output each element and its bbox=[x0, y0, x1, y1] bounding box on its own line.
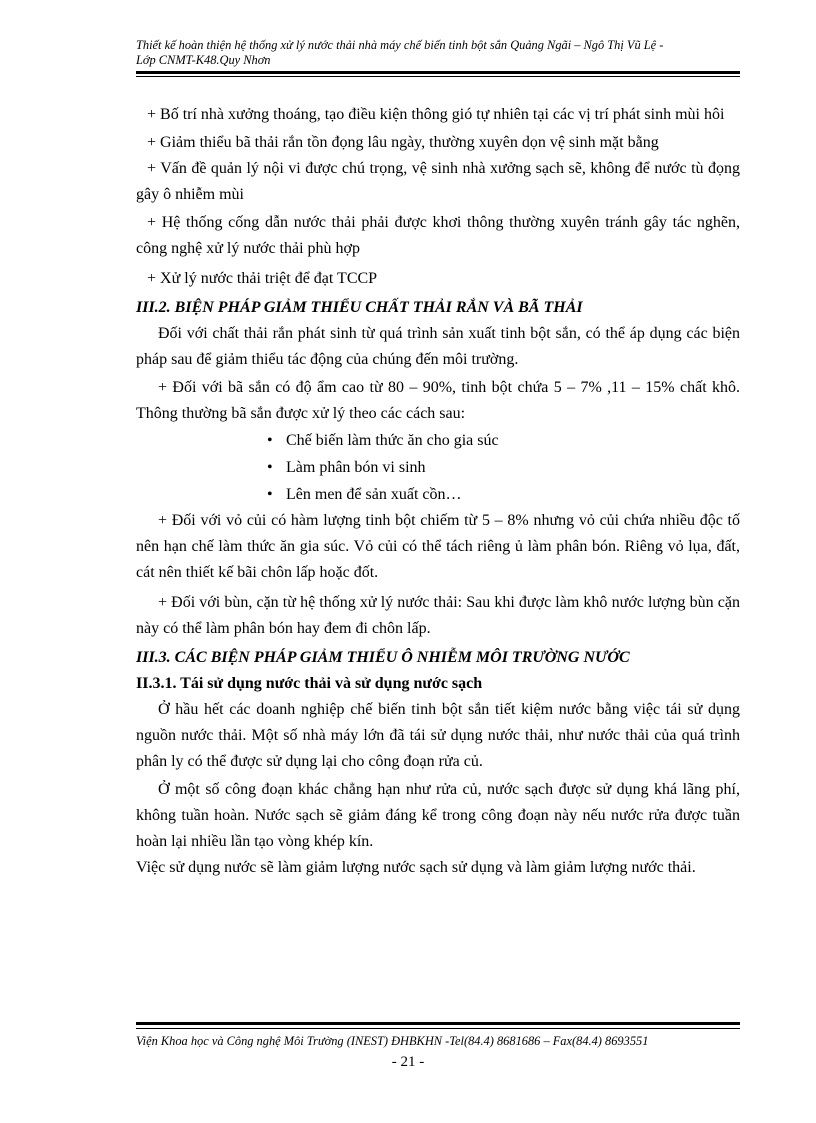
list-item bbox=[136, 481, 740, 508]
page-footer: Viện Khoa học và Công nghệ Môi Trường (INEST) ĐHBKHN -Tel(84.4) 8681686 – Fax(84.4) 8693551 bbox=[136, 1034, 649, 1048]
paragraph: Ở hầu hết các doanh nghiệp chế biến tinh bột sắn tiết kiệm nước bằng việc tái sử dụng nguồn nước thải. Một số nhà máy lớn đã tái sử dụng nước thải, như nước thải của quá trình phân ly có thể được sử dụng lại cho công đoạn rửa củ. bbox=[136, 701, 740, 770]
page-number: - 21 - bbox=[391, 1054, 425, 1070]
document-body bbox=[136, 102, 740, 881]
header-line-2: Lớp CNMT-K48.Quy Nhơn bbox=[136, 53, 271, 67]
section-heading-iii-2: III.2. BIỆN PHÁP GIẢM THIỂU CHẤT THẢI RẮN VÀ BÃ THẢI bbox=[136, 299, 583, 316]
paragraph: + Đối với vỏ củi có hàm lượng tinh bột chiếm từ 5 – 8% nhưng vỏ củi chứa nhiều độc tố nên hạn chế làm thức ăn gia súc. Vỏ củi có thể tách riêng ủ làm phân bón. Riêng vỏ lụa, đất, cát nên thiết kế bãi chôn lấp hoặc đốt. bbox=[136, 512, 740, 581]
bullet-list bbox=[136, 427, 740, 508]
footer-rule-thick bbox=[136, 1022, 740, 1025]
paragraph: Việc sử dụng nước sẽ làm giảm lượng nước sạch sử dụng và làm giảm lượng nước thải. bbox=[136, 859, 696, 876]
paragraph: Ở một số công đoạn khác chẳng hạn như rửa củ, nước sạch được sử dụng khá lãng phí, không tuần hoàn. Nước sạch sẽ giảm đáng kể trong công đoạn này nếu nước rửa được tuần hoàn lại nhiều lần tạo vòng khép kín. bbox=[136, 781, 740, 850]
page-header bbox=[136, 38, 746, 68]
paragraph: + Vấn đề quản lý nội vi được chú trọng, vệ sinh nhà xưởng sạch sẽ, không để nước tù đọng gây ô nhiễm mùi bbox=[136, 160, 740, 203]
paragraph: + Xử lý nước thải triệt để đạt TCCP bbox=[147, 270, 378, 287]
paragraph: + Đối với bùn, cặn từ hệ thống xử lý nước thải: Sau khi được làm khô nước lượng bùn cặn này có thể làm phân bón hay đem đi chôn lấp. bbox=[136, 594, 740, 637]
list-item-text: Làm phân bón vi sinh bbox=[286, 459, 426, 476]
paragraph: + Giảm thiểu bã thải rắn tồn đọng lâu ngày, thường xuyên dọn vệ sinh mặt bằng bbox=[147, 134, 659, 151]
list-item-text: Chế biến làm thức ăn cho gia súc bbox=[286, 432, 499, 449]
paragraph: + Hệ thống cống dẫn nước thải phải được khơi thông thường xuyên tránh gây tác nghẽn, công nghệ xử lý nước thải phù hợp bbox=[136, 214, 740, 257]
header-rule-thick bbox=[136, 71, 740, 74]
header-rule-thin bbox=[136, 76, 740, 77]
footer-rule-thin bbox=[136, 1028, 740, 1029]
subsection-heading-ii-3-1: II.3.1. Tái sử dụng nước thải và sử dụng nước sạch bbox=[136, 675, 483, 692]
section-heading-iii-3: III.3. CÁC BIỆN PHÁP GIẢM THIỂU Ô NHIỄM MÔI TRƯỜNG NƯỚC bbox=[136, 649, 630, 666]
bullet-icon: • bbox=[267, 459, 273, 476]
header-line-1: Thiết kế hoàn thiện hệ thống xử lý nước thải nhà máy chế biến tinh bột sắn Quảng Ngãi – Ngô Thị Vũ Lệ - bbox=[136, 38, 664, 52]
list-item bbox=[136, 454, 740, 481]
paragraph: + Bố trí nhà xưởng thoáng, tạo điều kiện thông gió tự nhiên tại các vị trí phát sinh mùi hôi bbox=[147, 106, 725, 123]
bullet-icon: • bbox=[267, 432, 273, 449]
bullet-icon: • bbox=[267, 486, 273, 503]
list-item bbox=[136, 427, 740, 454]
list-item-text: Lên men để sản xuất cồn… bbox=[286, 486, 462, 503]
paragraph: Đối với chất thải rắn phát sinh từ quá trình sản xuất tinh bột sắn, có thể áp dụng các biện pháp sau để giảm thiểu tác động của chúng đến môi trường. bbox=[136, 325, 740, 368]
paragraph: + Đối với bã sắn có độ ẩm cao từ 80 – 90%, tinh bột chứa 5 – 7% ,11 – 15% chất khô. Thông thường bã sắn được xử lý theo các cách sau: bbox=[136, 379, 740, 422]
